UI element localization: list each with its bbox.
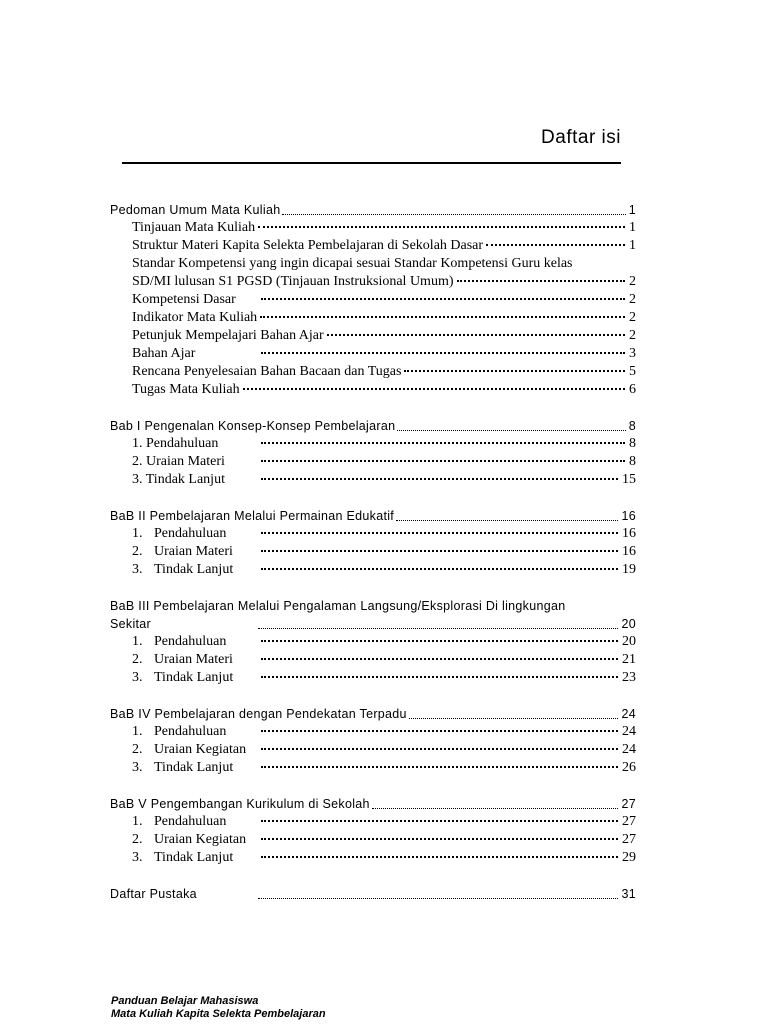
dot-leader bbox=[282, 213, 625, 215]
title-divider bbox=[122, 162, 621, 164]
toc-heading-label: BaB V Pengembangan Kurikulum di Sekolah bbox=[110, 797, 370, 811]
footer-line: Mata Kuliah Kapita Selekta Pembelajaran bbox=[111, 1008, 326, 1020]
toc-item[interactable] bbox=[110, 669, 636, 687]
toc-page-number: 6 bbox=[629, 382, 636, 397]
dot-leader bbox=[372, 807, 619, 809]
toc-item-label: Pendahuluan bbox=[154, 526, 227, 541]
dot-leader bbox=[486, 244, 625, 246]
toc-item[interactable] bbox=[110, 471, 636, 489]
toc-item-label: Struktur Materi Kapita Selekta Pembelajaran di Sekolah Dasar bbox=[132, 238, 484, 253]
dot-leader bbox=[261, 748, 618, 750]
toc-page-number: 2 bbox=[629, 328, 636, 343]
toc-section-bab-4 bbox=[110, 705, 636, 777]
toc-item-label: Tinjauan Mata Kuliah bbox=[132, 220, 256, 235]
toc-heading[interactable] bbox=[110, 417, 636, 435]
toc-section-pedoman bbox=[110, 201, 636, 399]
toc-item[interactable] bbox=[110, 849, 636, 867]
toc-item[interactable] bbox=[110, 309, 636, 327]
dot-leader bbox=[258, 897, 618, 899]
toc-page-number: 16 bbox=[622, 544, 636, 559]
dot-leader bbox=[258, 627, 618, 629]
toc-item-number: 3. bbox=[132, 850, 143, 865]
dot-leader bbox=[261, 838, 618, 840]
dot-leader bbox=[261, 532, 618, 534]
toc-item[interactable] bbox=[110, 237, 636, 255]
toc-section-pustaka bbox=[110, 885, 636, 903]
toc-item-label: SD/MI lulusan S1 PGSD (Tinjauan Instruksional Umum) bbox=[132, 274, 454, 289]
toc-item-label: Indikator Mata Kuliah bbox=[132, 310, 258, 325]
toc-page-number: 26 bbox=[622, 760, 636, 775]
dot-leader bbox=[258, 226, 625, 228]
toc-page-number: 24 bbox=[622, 724, 636, 739]
toc-page-number: 1 bbox=[628, 203, 636, 217]
toc-page-number: 16 bbox=[621, 509, 636, 523]
page-title: Daftar isi bbox=[541, 127, 621, 148]
toc-page-number: 2 bbox=[629, 274, 636, 289]
toc-item[interactable] bbox=[110, 651, 636, 669]
dot-leader bbox=[261, 856, 618, 858]
toc-page-number: 23 bbox=[622, 670, 636, 685]
toc-item[interactable] bbox=[110, 345, 636, 363]
toc-page-number: 20 bbox=[621, 617, 636, 631]
toc-section-bab-1 bbox=[110, 417, 636, 489]
toc-item-label: Petunjuk Mempelajari Bahan Ajar bbox=[132, 328, 324, 343]
toc-page-number: 1 bbox=[629, 238, 636, 253]
toc-item-number: 1. bbox=[132, 634, 143, 649]
toc-page-number: 24 bbox=[621, 707, 636, 721]
toc-heading-label: Daftar Pustaka bbox=[110, 887, 197, 901]
dot-leader bbox=[261, 298, 625, 300]
toc-item-number: 2. bbox=[132, 544, 143, 559]
toc-item-number: 1. bbox=[132, 724, 143, 739]
toc-item[interactable] bbox=[110, 543, 636, 561]
toc-section-bab-2 bbox=[110, 507, 636, 579]
toc-item[interactable] bbox=[110, 453, 636, 471]
dot-leader bbox=[261, 676, 618, 678]
page-footer bbox=[111, 995, 326, 1021]
toc-item[interactable] bbox=[110, 273, 636, 291]
toc-page-number: 29 bbox=[622, 850, 636, 865]
toc-heading-label: Bab I Pengenalan Konsep-Konsep Pembelajaran bbox=[110, 419, 396, 433]
toc-item-label: Tindak Lanjut bbox=[154, 670, 234, 685]
toc-heading-label: Sekitar bbox=[110, 617, 152, 631]
dot-leader bbox=[261, 442, 625, 444]
toc-page-number: 15 bbox=[622, 472, 636, 487]
table-of-contents bbox=[110, 201, 636, 921]
toc-item[interactable] bbox=[110, 291, 636, 309]
toc-heading[interactable] bbox=[110, 201, 636, 219]
toc-item-label: 2. Uraian Materi bbox=[132, 454, 225, 469]
toc-page-number: 27 bbox=[622, 814, 636, 829]
toc-item[interactable] bbox=[110, 633, 636, 651]
toc-item[interactable] bbox=[110, 327, 636, 345]
toc-item-label: Tindak Lanjut bbox=[154, 760, 234, 775]
toc-section-bab-3 bbox=[110, 597, 636, 687]
toc-item[interactable] bbox=[110, 723, 636, 741]
dot-leader bbox=[261, 820, 618, 822]
toc-item-label: Tugas Mata Kuliah bbox=[132, 382, 240, 397]
toc-item[interactable] bbox=[110, 813, 636, 831]
dot-leader bbox=[260, 316, 625, 318]
toc-item-label: Tindak Lanjut bbox=[154, 562, 234, 577]
toc-item-label: Rencana Penyelesaian Bahan Bacaan dan Tugas bbox=[132, 364, 402, 379]
dot-leader bbox=[261, 478, 618, 480]
dot-leader bbox=[261, 730, 618, 732]
toc-heading-label: Pedoman Umum Mata Kuliah bbox=[110, 203, 281, 217]
toc-item-label: Uraian Kegiatan bbox=[154, 832, 247, 847]
dot-leader bbox=[261, 658, 618, 660]
toc-page-number: 21 bbox=[622, 652, 636, 667]
dot-leader bbox=[261, 766, 618, 768]
dot-leader bbox=[261, 460, 625, 462]
toc-page-number: 8 bbox=[628, 419, 636, 433]
toc-item-label: 1. Pendahuluan bbox=[132, 436, 219, 451]
toc-item[interactable] bbox=[110, 363, 636, 381]
dot-leader bbox=[327, 334, 625, 336]
toc-heading[interactable] bbox=[110, 795, 636, 813]
toc-page-number: 20 bbox=[622, 634, 636, 649]
dot-leader bbox=[409, 717, 619, 719]
toc-heading-label: BaB III Pembelajaran Melalui Pengalaman Langsung/Eksplorasi Di lingkungan bbox=[110, 599, 566, 613]
toc-item[interactable] bbox=[110, 435, 636, 453]
dot-leader bbox=[396, 519, 618, 521]
toc-item-wrapped-line: Standar Kompetensi yang ingin dicapai sesuai Standar Kompetensi Guru kelas bbox=[132, 256, 573, 271]
toc-item[interactable] bbox=[110, 759, 636, 777]
toc-item-label: Pendahuluan bbox=[154, 724, 227, 739]
dot-leader bbox=[261, 352, 625, 354]
toc-heading-label: BaB II Pembelajaran Melalui Permainan Edukatif bbox=[110, 509, 395, 523]
toc-item[interactable] bbox=[110, 381, 636, 399]
toc-item-label: Uraian Materi bbox=[154, 652, 233, 667]
toc-page-number: 8 bbox=[629, 454, 636, 469]
toc-item-number: 1. bbox=[132, 526, 143, 541]
toc-page-number: 27 bbox=[622, 832, 636, 847]
toc-page-number: 1 bbox=[629, 220, 636, 235]
dot-leader bbox=[261, 568, 618, 570]
toc-page-number: 16 bbox=[622, 526, 636, 541]
toc-page-number: 24 bbox=[622, 742, 636, 757]
toc-item-number: 3. bbox=[132, 670, 143, 685]
toc-item[interactable] bbox=[110, 741, 636, 759]
toc-page-number: 8 bbox=[629, 436, 636, 451]
toc-heading[interactable] bbox=[110, 507, 636, 525]
toc-page-number: 5 bbox=[629, 364, 636, 379]
dot-leader bbox=[261, 640, 618, 642]
toc-item-label: Pendahuluan bbox=[154, 634, 227, 649]
toc-item-label: 3. Tindak Lanjut bbox=[132, 472, 225, 487]
toc-section-bab-5 bbox=[110, 795, 636, 867]
toc-heading-label: BaB IV Pembelajaran dengan Pendekatan Terpadu bbox=[110, 707, 407, 721]
toc-item-label: Pendahuluan bbox=[154, 814, 227, 829]
dot-leader bbox=[404, 370, 625, 372]
toc-item-label: Kompetensi Dasar bbox=[132, 292, 236, 307]
toc-page-number: 2 bbox=[629, 310, 636, 325]
toc-item-number: 2. bbox=[132, 742, 143, 757]
dot-leader bbox=[243, 388, 625, 390]
toc-item[interactable] bbox=[110, 561, 636, 579]
toc-heading[interactable] bbox=[110, 615, 636, 633]
dot-leader bbox=[397, 429, 625, 431]
dot-leader bbox=[261, 550, 618, 552]
toc-item-number: 2. bbox=[132, 652, 143, 667]
toc-heading-line bbox=[110, 597, 636, 615]
toc-item-label: Bahan Ajar bbox=[132, 346, 196, 361]
toc-page-number: 19 bbox=[622, 562, 636, 577]
toc-item-number: 1. bbox=[132, 814, 143, 829]
dot-leader bbox=[457, 280, 625, 282]
toc-heading[interactable] bbox=[110, 705, 636, 723]
toc-page-number: 2 bbox=[629, 292, 636, 307]
toc-item-label: Uraian Kegiatan bbox=[154, 742, 247, 757]
toc-item[interactable] bbox=[110, 219, 636, 237]
footer-line: Panduan Belajar Mahasiswa bbox=[111, 995, 259, 1007]
toc-item-number: 2. bbox=[132, 832, 143, 847]
toc-heading[interactable] bbox=[110, 885, 636, 903]
toc-item[interactable] bbox=[110, 525, 636, 543]
toc-item-label: Uraian Materi bbox=[154, 544, 233, 559]
toc-page-number: 31 bbox=[621, 887, 636, 901]
toc-item-number: 3. bbox=[132, 562, 143, 577]
toc-item-number: 3. bbox=[132, 760, 143, 775]
toc-page-number: 27 bbox=[621, 797, 636, 811]
toc-page-number: 3 bbox=[629, 346, 636, 361]
toc-item-label: Tindak Lanjut bbox=[154, 850, 234, 865]
toc-item[interactable] bbox=[110, 831, 636, 849]
